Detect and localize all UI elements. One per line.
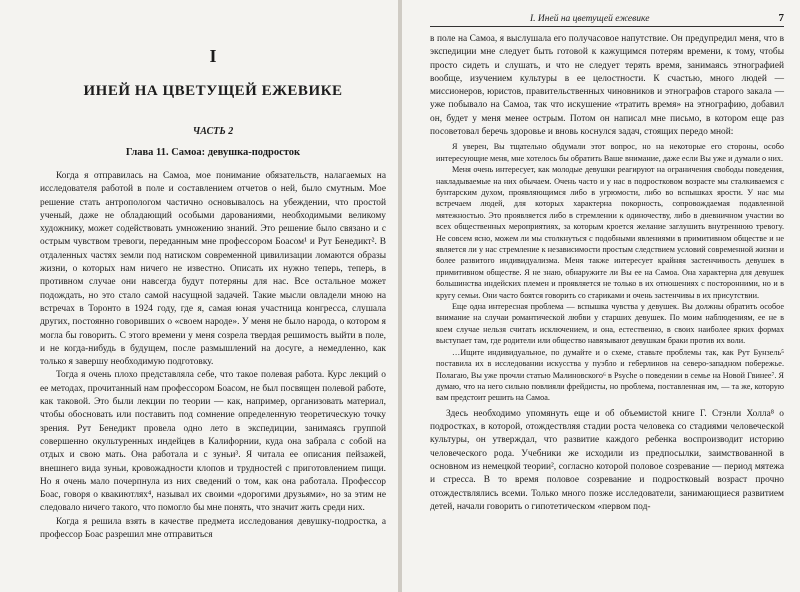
body-paragraph: Тогда я очень плохо представляла себе, что такое полевая работа. Курс лекций о ее методах, прочитанный нам профессором Боасом, не был посвящен полевой работе, как таковой. Это были лекции по теории — как, например, организовать материал, чтобы обосновать или поставить под сомнение определенную теоретическую точку зрения. Рут Бенедикт провела одно лето в экспедиции, занимаясь группой совершенно окультуренных индейцев в Калифорнии, куда она забрала с собой на отдых и свою мать. Она работала и с зуньи³. Я читала ее описания пейзажей, внешнего вида зуньи, кровожадности клопов и трудностей с приготовлением пищи. Но я очень мало почерпнула из них сведений о том, как она работала. Профессор Боас, говоря о квакиютлях⁴, называл их своими «дорогими друзьями», но за этим не следовало ничего такого, что помогло бы мне понять, что значит жить среди них. xyxy=(40,370,386,514)
page-number: 7 xyxy=(778,12,784,24)
quote-paragraph: …Ищите индивидуальное, по думайте и о схеме, ставьте проблемы так, как Рут Бунзель⁵ поставила их в исследовании искусства у пуэбло и геберлинов на северо-западном побережье. Полагаю, Вы уже прочли статью Малиновского⁶ в Psyche о поведении в семье на Новой Гвинее⁷. Я думаю, что на него сильно повлияли фрейдисты, но проблема, поставленная им, — та же, которую вам предстоит решить на Самоа. xyxy=(436,347,784,403)
quote-paragraph: Я уверен, Вы тщательно обдумали этот вопрос, но на некоторые его стороны, особо интересующие меня, мне хотелось бы обратить Ваше внимание, даже если Вы уже и думали о них. xyxy=(436,142,784,163)
running-header xyxy=(430,12,784,27)
body-paragraph: Когда я решила взять в качестве предмета исследования девушку-подростка, а профессор Боас разрешил мне отправиться xyxy=(40,516,386,541)
chapter-title: ИНЕЙ НА ЦВЕТУЩЕЙ ЕЖЕВИКЕ xyxy=(83,83,343,99)
body-paragraph: Здесь необходимо упомянуть еще и об объемистой книге Г. Стэнли Холла⁸ о подростках, в которой, отождествляя стадии роста человека со стадиями человеческой культуры, он утверждал, что развитие каждого ребенка воспроизводит историю человеческого рода. Учебники же исходили из предпосылки, заимствованной в основном из немецкой теории², согласно которой половое созревание — период мятежа и стресса. В то время половое созревание и подростковый возраст прочно отождествлялись всеми. Только много позже исследователи, занимающиеся развитием детей, начали говорить о гипотетическом «первом под- xyxy=(430,408,784,512)
quote-paragraph: Еще одна интересная проблема — вспышка чувства у девушек. Вы должны обратить особое внимание на случаи романтической любви у старших девушек. По моим наблюдениям, ее не в коем случае нельзя считать исключением, и она, естественно, в своих наиболее ярких формах выступает там, где родители или общество навязывают девушкам браки против их воли. xyxy=(436,302,784,346)
right-page xyxy=(400,0,800,592)
quote-paragraph: Меня очень интересует, как молодые девушки реагируют на ограничения свободы поведения, накладываемые на них обычаем. Очень часто и у нас в подростковом возрасте мы сталкиваемся с бунтарским духом, проявляющимся либо в угрюмости, либо во вспышках ярости. У нас мы встречаем людей, для которых характерна покорность, сопровождаемая подавленной мятежностью. Это проявляется либо в стремлении к одиночеству, либо в дневничном участии во всех общественных мероприятиях, за которым кроется желание заглушить внутреннюю тревогу. Не совсем ясно, можем ли мы столкнуться с подобными явлениями в примитивном обществе и не является ли у нас стремление к независимости простым следствием условий современной жизни и более развитого индивидуализма. Меня также интересует крайняя застенчивость девушек в примитивном обществе. Я не знаю, обнаружите ли Вы ее на Самоа. Она характерна для девушек большинства индейских племен и проявляется не только в их отношениях с посторонними, но и в кругу семьи. Они часто боятся говорить со стариками и очень застенчивы в их присутствии. xyxy=(436,165,784,300)
running-title: I. Иней на цветущей ежевике xyxy=(530,14,650,24)
body-paragraph: в поле на Самоа, я выслушала его получасовое напутствие. Он предупредил меня, что в экспедиции мне следует быть готовой к кажущимся потерям времени, к тому, чтобы просто сидеть и слушать, и что не следует терять время, занимаясь этнографией вообще, изучением культуры в ее целостности. К счастью, много людей — миссионеров, юристов, правительственных чиновников и этнографов старого закала — уже побывало на Самоа, так что искушение «тратить время» на этнографию, добавил он, будет у меня менее острым. Потом он написал мне письмо, в котором еще раз посоветовал беречь здоровье и вновь коснулся задач, стоящих передо мной: xyxy=(430,34,784,138)
chapter-number: I xyxy=(209,46,217,66)
letter-quote xyxy=(430,141,784,403)
body-paragraph: Когда я отправилась на Самоа, мое понимание обязательств, налагаемых на исследователя работой в поле и составлением отчетов о ней, было смутным. Мое решение стать антропологом частично основывалось на убеждении, что простой ученый, даже не обладающий особыми дарованиями, необходимыми великому художнику, может содействовать умножению знаний. Это решение было связано и с острым чувством тревоги, переданным мне профессором Боасом¹ и Рут Бенедикт². В отдаленных частях земли под натиском современной цивилизации ломаются образы жизни, о которых нам ничего не известно. Описать их нужно теперь, теперь, в противном случае они навсегда будут потеряны для нас. Все остальное может подождать, но это стало самой насущной задачей. Такие мысли овладели мною на встречах в Торонто в 1924 году, где я, самая юная участница конгресса, слушала других, постоянно говоривших о «своем народе». У меня не было народа, о котором я могла бы говорить. С этого времени у меня созрела твердая решимость выйти в поле, и не когда-нибудь в будущем, после размышлений на досуге, а немедленно, как только я завершу необходимую подготовку. xyxy=(40,171,386,368)
part-heading: ЧАСТЬ 2 xyxy=(192,126,234,137)
book-gutter xyxy=(398,0,402,592)
subchapter-heading: Глава 11. Самоа: девушка-подросток xyxy=(125,147,301,158)
